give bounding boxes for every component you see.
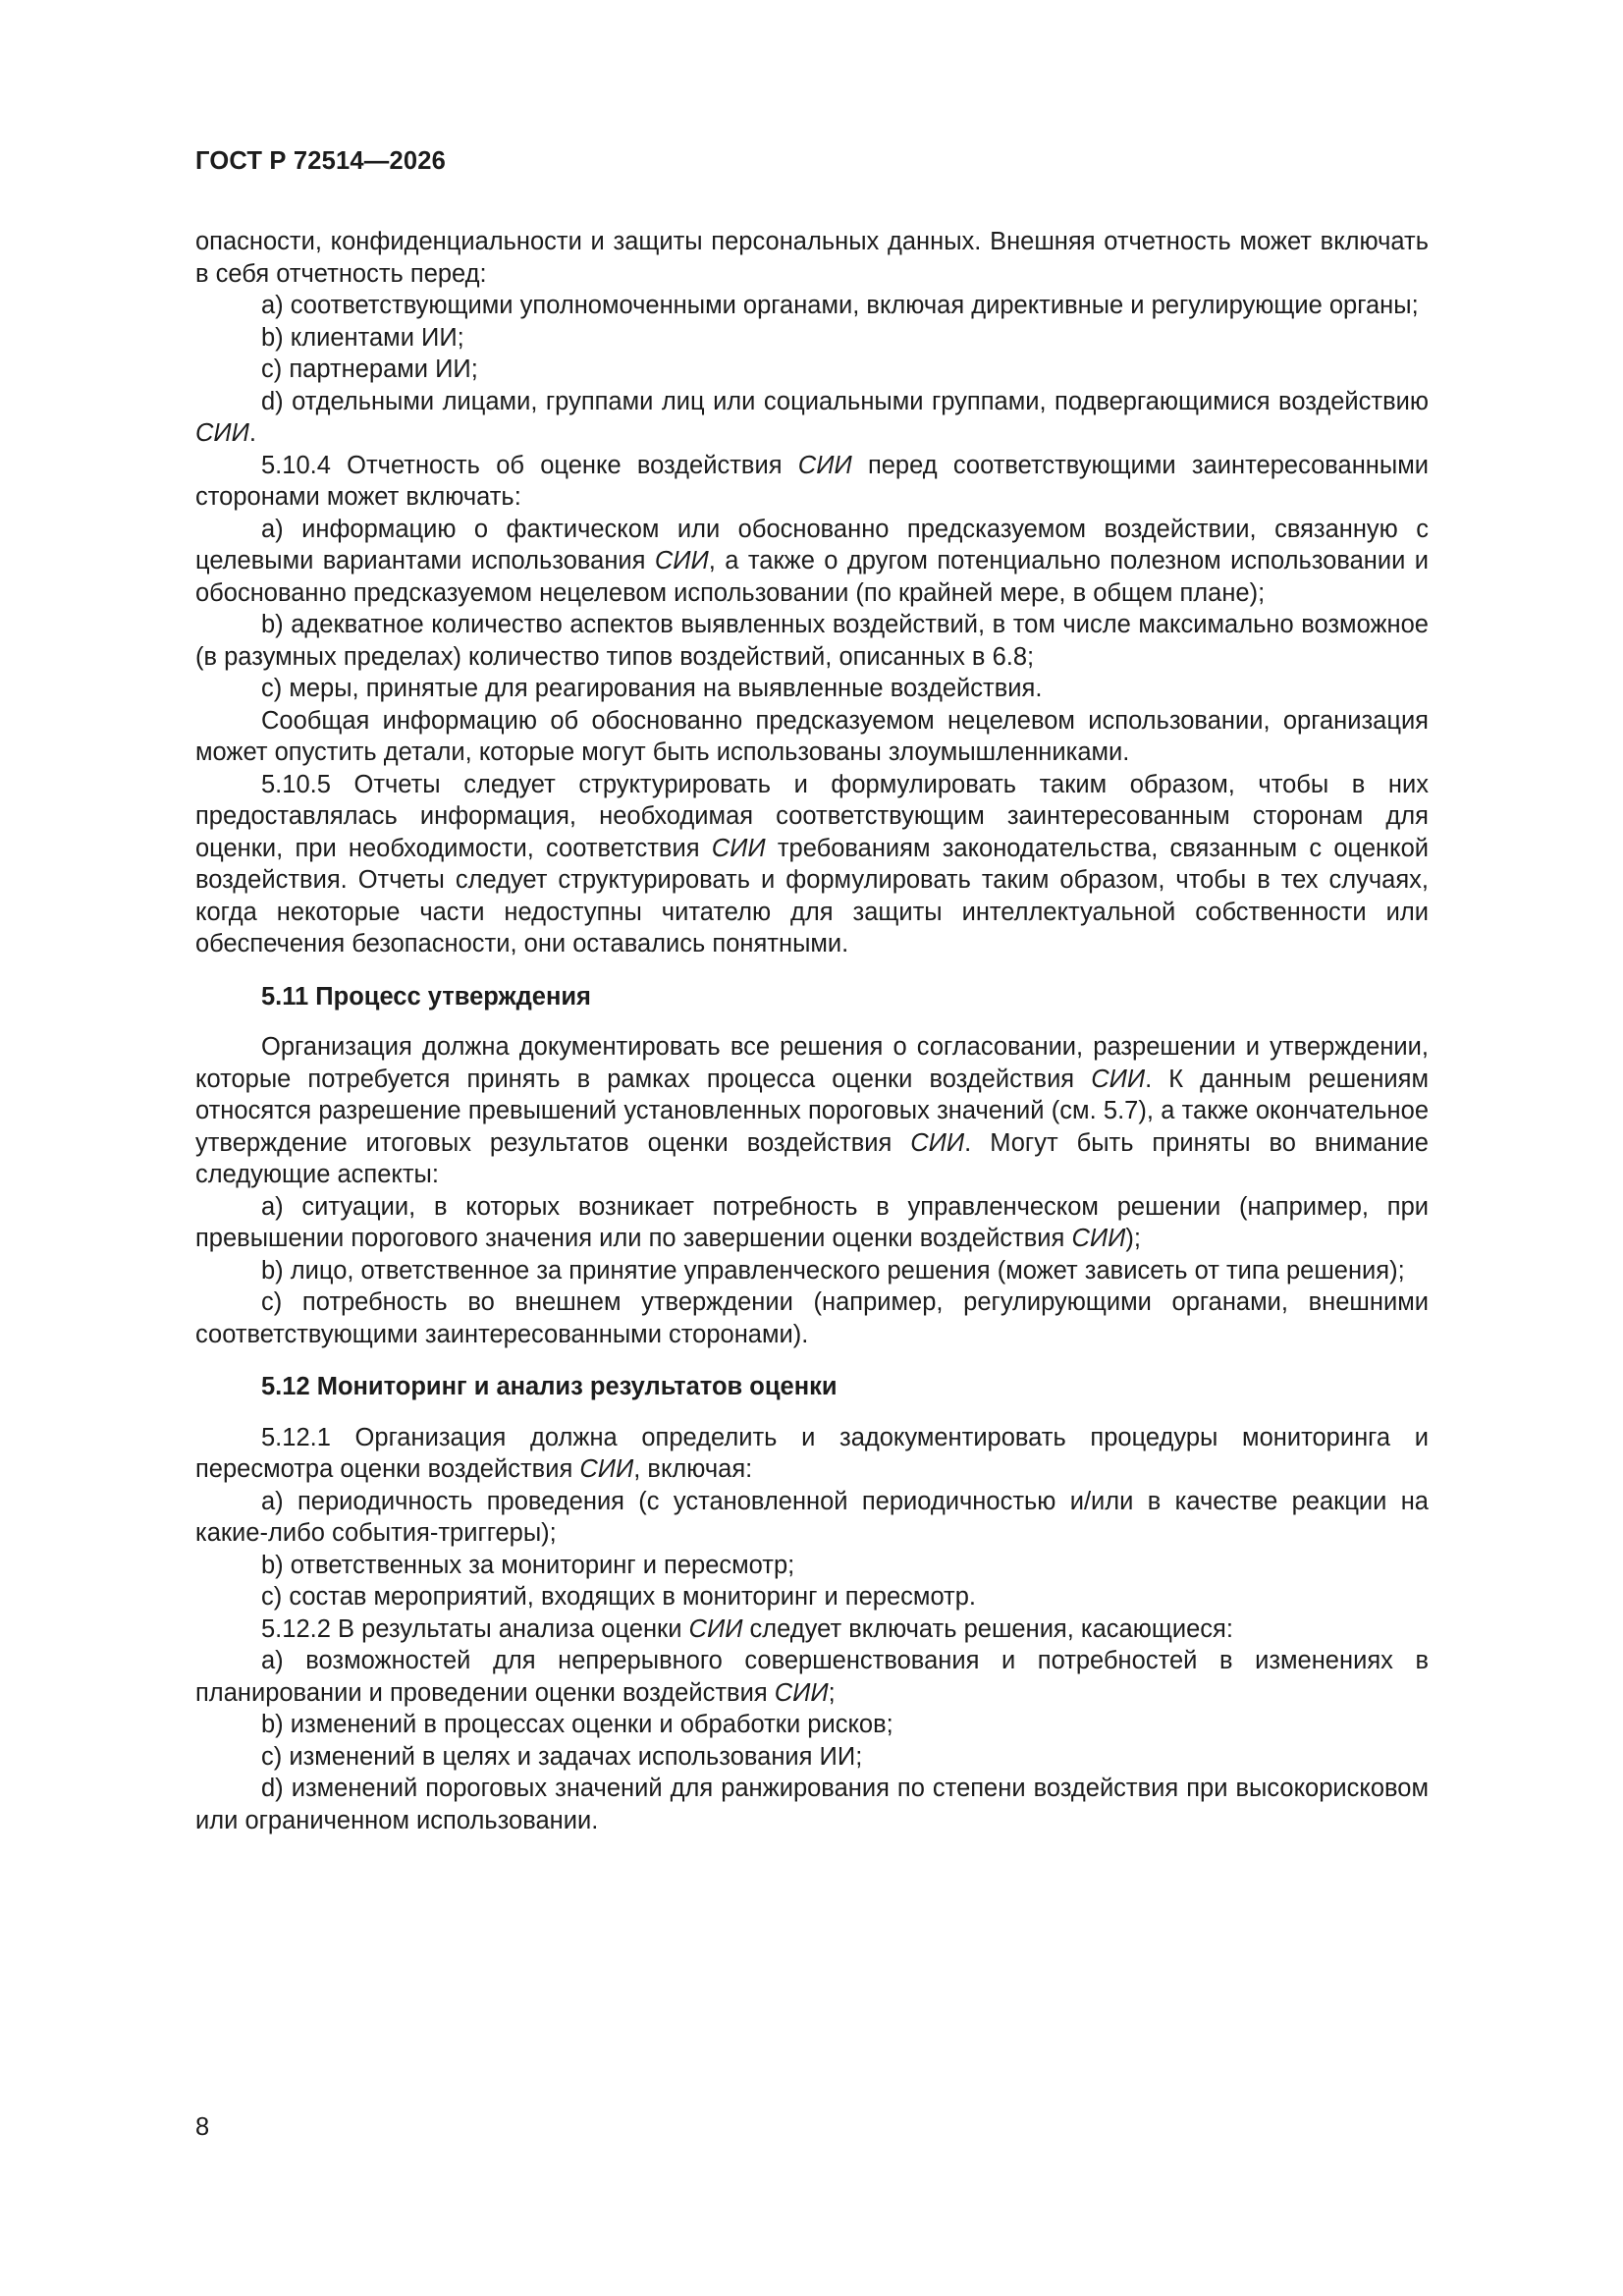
paragraph: Организация должна документировать все решения о согласовании, разрешении и утверждении, которые потребуется принять в рамках процесса оценки воздействия СИИ. К данным решениям относятся разрешение превышений установленных пороговых значений (см. 5.7), а также окончательное утверждение итоговых результатов оценки воздействия СИИ. Могут быть приняты во внимание следующие аспекты: bbox=[195, 1033, 1429, 1188]
clause-5-12-1: 5.12.1 Организация должна определить и задокументировать процедуры мониторинга и пересмотра оценки воздействия СИИ, включая: bbox=[195, 1423, 1429, 1483]
clause-5-10-5: 5.10.5 Отчеты следует структурировать и формулировать таким образом, чтобы в них предоставлялась информация, необходимая соответствующим заинтересованным сторонам для оценки, при необходимости, соответствия СИИ требованиям законодательства, связанным с оценкой воздействия. Отчеты следует структурировать и формулировать таким образом, чтобы в тех случаях, когда некоторые части недоступны читателю для защиты интеллектуальной собственности или обеспечения безопасности, они оставались понятными. bbox=[195, 770, 1429, 957]
list-item-a: a) информацию о фактическом или обоснованно предсказуемом воздействии, связанную с целевыми вариантами использования СИИ, а также о другом потенциально полезном использовании и обоснованно предсказуемом нецелевом использовании (по крайней мере, в общем плане); bbox=[195, 515, 1429, 607]
paragraph: Сообщая информацию об обоснованно предсказуемом нецелевом использовании, организация может опустить детали, которые могут быть использованы злоумышленниками. bbox=[195, 706, 1429, 766]
clause-5-12-2: 5.12.2 В результаты анализа оценки СИИ следует включать решения, касающиеся: bbox=[261, 1614, 1233, 1643]
list-item-c: c) партнерами ИИ; bbox=[261, 355, 478, 383]
section-heading-5-12: 5.12 Мониторинг и анализ результатов оценки bbox=[261, 1373, 838, 1400]
list-item-b: b) лицо, ответственное за принятие управленческого решения (может зависеть от типа решения); bbox=[261, 1256, 1405, 1285]
list-item-b: b) изменений в процессах оценки и обработки рисков; bbox=[261, 1711, 893, 1738]
list-item-a: a) возможностей для непрерывного совершенствования и потребностей в изменениях в планировании и проведении оценки воздействия СИИ; bbox=[195, 1647, 1429, 1707]
document-header: ГОСТ Р 72514—2026 bbox=[195, 147, 447, 175]
list-item-d: d) отдельными лицами, группами лиц или социальными группами, подвергающимися воздействию СИИ. bbox=[195, 387, 1429, 447]
list-item-a: a) периодичность проведения (с установленной периодичностью и/или в качестве реакции на какие-либо события-триггеры); bbox=[195, 1487, 1429, 1547]
list-item-c: c) меры, принятые для реагирования на выявленные воздействия. bbox=[261, 675, 1043, 702]
list-item-b: b) ответственных за мониторинг и пересмотр; bbox=[261, 1551, 795, 1579]
list-item-a: a) ситуации, в которых возникает потребность в управленческом решении (например, при превышении порогового значения или по завершении оценки воздействия СИИ); bbox=[195, 1192, 1429, 1252]
clause-5-10-4: 5.10.4 Отчетность об оценке воздействия СИИ перед соответствующими заинтересованными сторонами может включать: bbox=[195, 451, 1429, 511]
list-item-d: d) изменений пороговых значений для ранжирования по степени воздействия при высокорисковом или ограниченном использовании. bbox=[195, 1775, 1429, 1834]
list-item-c: c) потребность во внешнем утверждении (например, регулирующими органами, внешними соответствующими заинтересованными сторонами). bbox=[195, 1288, 1429, 1348]
list-item-b: b) клиентами ИИ; bbox=[261, 323, 464, 352]
page-number: 8 bbox=[195, 2113, 210, 2141]
section-heading-5-11: 5.11 Процесс утверждения bbox=[261, 982, 591, 1011]
list-item-b: b) адекватное количество аспектов выявленных воздействий, в том числе максимально возможное (в разумных пределах) количество типов воздействий, описанных в 6.8; bbox=[195, 611, 1429, 671]
paragraph-continuation: опасности, конфиденциальности и защиты персональных данных. Внешняя отчетность может включать в себя отчетность перед: bbox=[195, 228, 1429, 288]
document-body bbox=[195, 226, 1429, 1836]
list-item-a: a) соответствующими уполномоченными органами, включая директивные и регулирующие органы; bbox=[261, 292, 1419, 319]
list-item-c: c) изменений в целях и задачах использования ИИ; bbox=[261, 1742, 863, 1771]
list-item-c: c) состав мероприятий, входящих в мониторинг и пересмотр. bbox=[261, 1583, 977, 1611]
